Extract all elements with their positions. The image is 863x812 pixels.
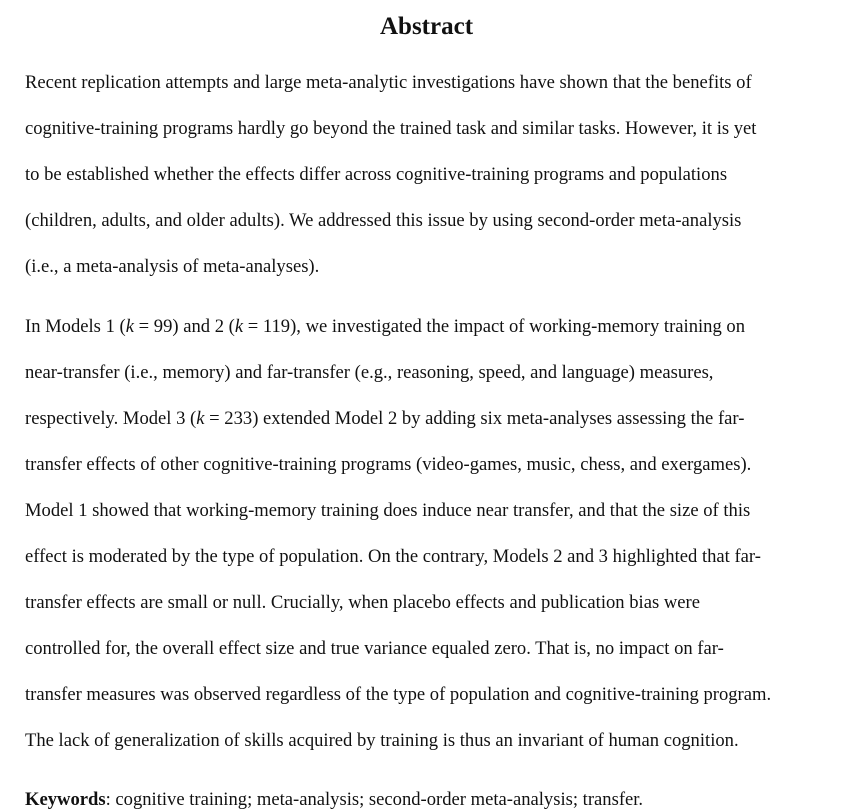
abstract-p2-line-9: transfer measures was observed regardless of the type of population and cognitive-training program.: [25, 684, 772, 705]
abstract-p1-line-2: cognitive-training programs hardly go beyond the trained task and similar tasks. However, it is yet: [25, 118, 757, 139]
text-segment: = 233) extended Model 2 by adding six meta-analyses assessing the far-: [204, 408, 745, 429]
abstract-p2-line-4: transfer effects of other cognitive-training programs (video-games, music, chess, and exergames).: [25, 454, 752, 475]
abstract-p2-line-1: [25, 316, 745, 338]
abstract-p2-line-6: effect is moderated by the type of population. On the contrary, Models 2 and 3 highlighted that far-: [25, 546, 761, 567]
abstract-p2-line-2: near-transfer (i.e., memory) and far-transfer (e.g., reasoning, speed, and language) measures,: [25, 362, 714, 383]
keywords-line: [25, 789, 643, 811]
abstract-p1-line-5: (i.e., a meta-analysis of meta-analyses).: [25, 256, 320, 277]
k-symbol: k: [234, 316, 244, 337]
text-segment: = 99) and 2 (: [133, 316, 235, 337]
abstract-p2-line-7: transfer effects are small or null. Crucially, when placebo effects and publication bias were: [25, 592, 700, 613]
k-symbol: k: [125, 316, 134, 337]
keywords-text: : cognitive training; meta-analysis; second-order meta-analysis; transfer.: [105, 789, 644, 810]
abstract-title: Abstract: [379, 13, 474, 40]
abstract-p2-line-5: Model 1 showed that working-memory training does induce near transfer, and that the size of this: [25, 500, 751, 521]
abstract-p1-line-3: to be established whether the effects differ across cognitive-training programs and populations: [25, 164, 728, 185]
abstract-p2-line-8: controlled for, the overall effect size and true variance equaled zero. That is, no impact on far-: [25, 638, 724, 659]
abstract-p1-line-1: Recent replication attempts and large meta-analytic investigations have shown that the benefits of: [25, 72, 752, 93]
abstract-p2-line-10: The lack of generalization of skills acquired by training is thus an invariant of human cognition.: [25, 730, 739, 751]
keywords-label: Keywords: [25, 789, 106, 810]
text-segment: In Models 1 (: [25, 316, 126, 337]
abstract-p1-line-4: (children, adults, and older adults). We addressed this issue by using second-order meta-analysis: [25, 210, 742, 231]
abstract-p2-line-3: [25, 408, 744, 430]
k-symbol: k: [196, 408, 205, 429]
text-segment: respectively. Model 3 (: [25, 408, 197, 429]
text-segment: = 119), we investigated the impact of working-memory training on: [243, 316, 746, 337]
